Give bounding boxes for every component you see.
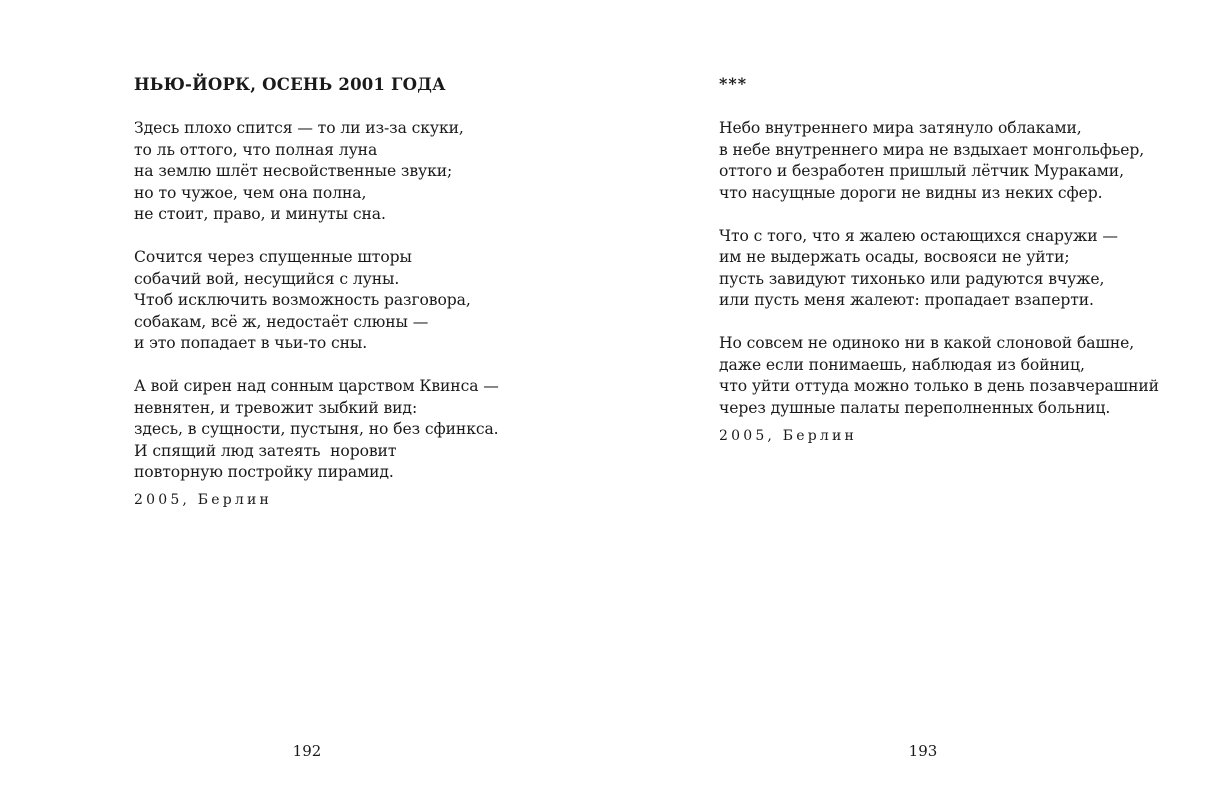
poem-line: А вой сирен над сонным царством Квинса — [134, 377, 499, 395]
right-page [615, 0, 1230, 800]
stanza [134, 118, 499, 226]
poem-line: Чтоб исключить возможность разговора, [134, 291, 471, 309]
page-number: 192 [292, 742, 322, 760]
poem-signature: 2005, Берлин [134, 492, 273, 508]
poem-line: в небе внутреннего мира не вздыхает монгольфьер, [719, 140, 1145, 159]
stanza [719, 226, 1159, 312]
poem-signature: 2005, Берлин [719, 427, 858, 444]
page-number: 193 [908, 742, 938, 760]
poem-line: Сочится через спущенные шторы [134, 248, 412, 266]
poem-line: собачий вой, несущийся с луны. [134, 269, 400, 288]
poem-line: оттого и безработен пришлый лётчик Мураками, [719, 162, 1124, 180]
stanza [719, 118, 1159, 204]
poem-line: повторную постройку пирамид. [134, 463, 394, 481]
stanza [134, 247, 499, 355]
stanza [134, 376, 499, 484]
poem-line: на землю шлёт несвойственные звуки; [134, 162, 453, 180]
poem-line: пусть завидуют тихонько или радуются вчуже, [719, 269, 1105, 288]
poem-line: и это попадает в чьи-то сны. [134, 334, 368, 352]
poem-line: не стоит, право, и минуты сна. [134, 205, 386, 223]
poem-body [719, 118, 1159, 446]
poem-body [134, 118, 499, 510]
poem-line: собакам, всё ж, недостаёт слюны — [134, 312, 429, 331]
poem-line: через душные палаты переполненных больниц. [719, 398, 1111, 417]
poem-line: им не выдержать осады, восвояси не уйти; [719, 248, 1070, 266]
poem-line: что уйти оттуда можно только в день позавчерашний [719, 377, 1159, 395]
poem-line: невнятен, и тревожит зыбкий вид: [134, 398, 418, 417]
poem-title: НЬЮ-ЙОРК, ОСЕНЬ 2001 ГОДА [134, 75, 446, 94]
poem-line: И спящий люд затеять норовит [134, 441, 397, 460]
poem-line: Но совсем не одиноко ни в какой слоновой башне, [719, 334, 1135, 352]
poem-line: Что с того, что я жалею остающихся снаружи — [719, 226, 1118, 245]
poem-title: *** [719, 74, 748, 93]
poem-line: Здесь плохо спится — то ли из-за скуки, [134, 119, 464, 137]
poem-line: или пусть меня жалеют: пропадает взаперти. [719, 291, 1094, 309]
stanza [719, 333, 1159, 419]
poem-line: здесь, в сущности, пустыня, но без сфинкса. [134, 420, 499, 438]
poem-line: но то чужое, чем она полна, [134, 183, 367, 202]
poem-line: Небо внутреннего мира затянуло облаками, [719, 119, 1082, 137]
poem-line: то ль оттого, что полная луна [134, 140, 378, 159]
poem-line: что насущные дороги не видны из неких сфер. [719, 183, 1103, 202]
poem-line: даже если понимаешь, наблюдая из бойниц, [719, 355, 1085, 374]
